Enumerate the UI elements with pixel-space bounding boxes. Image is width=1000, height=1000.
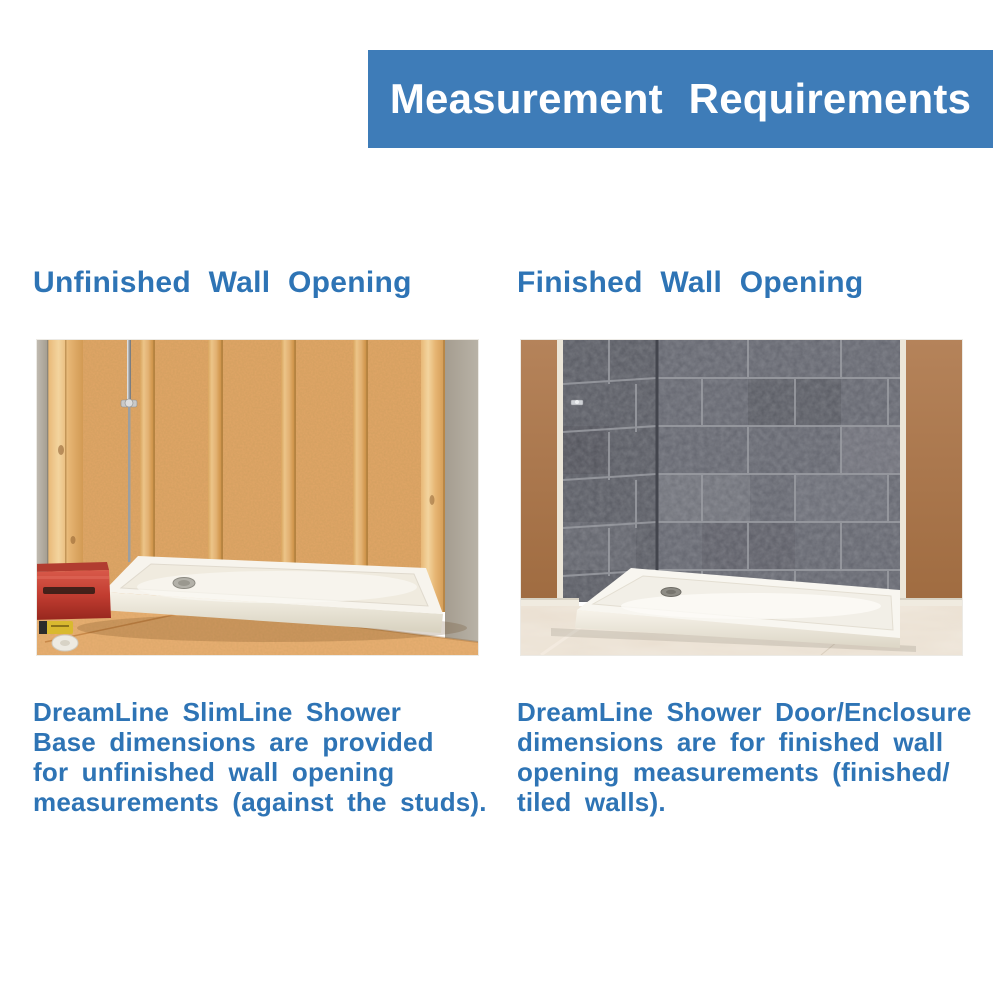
title-banner: [368, 50, 993, 148]
caption-line: DreamLine Shower Door/Enclosure: [517, 697, 972, 727]
caption-line: for unfinished wall opening: [33, 757, 395, 787]
unfinished-wall-photo: [37, 340, 478, 655]
caption-line: measurements (against the studs).: [33, 787, 487, 817]
finished-wall-photo-art: [521, 340, 962, 655]
finished-wall-photo: [521, 340, 962, 655]
unfinished-wall-photo-art: [37, 340, 478, 655]
caption-line: opening measurements (finished/: [517, 757, 950, 787]
caption-line: Base dimensions are provided: [33, 727, 434, 757]
right-caption: [517, 697, 972, 817]
banner-title: Measurement Requirements: [389, 75, 972, 122]
left-caption: [33, 697, 487, 817]
left-column-heading: Unfinished Wall Opening: [33, 266, 412, 299]
caption-line: dimensions are for finished wall: [517, 727, 944, 757]
right-column-heading: Finished Wall Opening: [517, 266, 864, 299]
caption-line: DreamLine SlimLine Shower: [33, 697, 402, 727]
caption-line: tiled walls).: [517, 787, 666, 817]
